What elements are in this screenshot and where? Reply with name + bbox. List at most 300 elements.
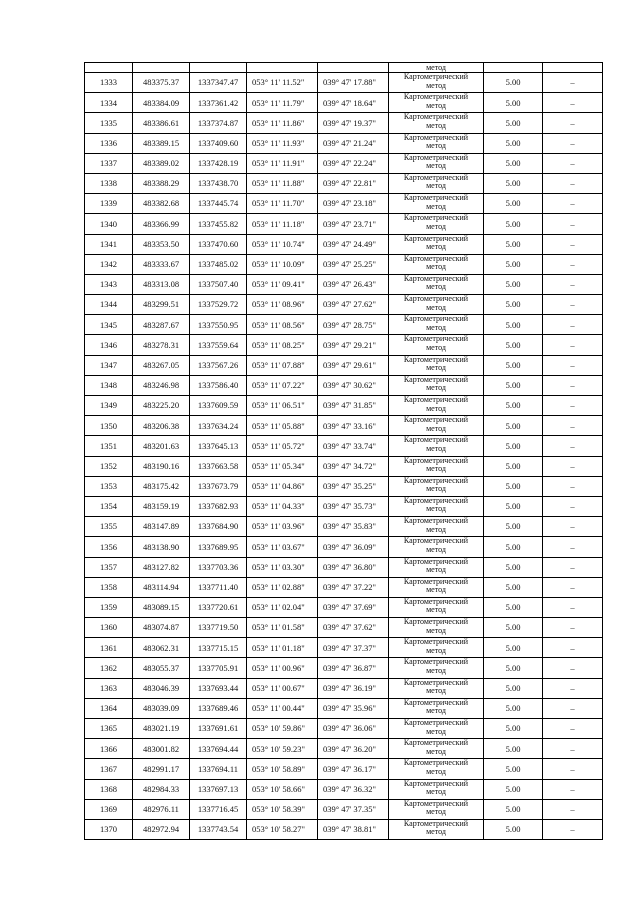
cell-number: 1367: [85, 759, 133, 779]
cell-latitude: 053° 11' 11.18": [247, 214, 318, 234]
cell-accuracy: 5.00: [484, 557, 543, 577]
cell-y: 1337438.70: [190, 173, 247, 193]
cell-x: 483225.20: [133, 396, 190, 416]
cell-longitude: 039° 47' 29.61": [318, 355, 389, 375]
table-row: [85, 153, 603, 173]
table-row: [85, 416, 603, 436]
cell-method: [389, 638, 484, 658]
cell-method: [389, 274, 484, 294]
method-line: Картометрический: [403, 274, 469, 283]
cell-x: 483147.89: [133, 517, 190, 537]
cell-method: [389, 153, 484, 173]
cell-longitude: 039° 47' 31.85": [318, 396, 389, 416]
cell-accuracy: 5.00: [484, 476, 543, 496]
cell-method: [389, 759, 484, 779]
method-line: Картометрический: [403, 133, 469, 142]
cell-y: 1337743.54: [190, 819, 247, 839]
table-row: [85, 375, 603, 395]
cell-x: 483384.09: [133, 93, 190, 113]
cell-accuracy: 5.00: [484, 234, 543, 254]
cell-number: 1369: [85, 799, 133, 819]
method-line: метод: [426, 565, 446, 574]
table-row: [85, 476, 603, 496]
cell-longitude: 039° 47' 19.37": [318, 113, 389, 133]
cell-method: [389, 476, 484, 496]
cell-method: [389, 73, 484, 93]
cell-longitude: 039° 47' 35.83": [318, 517, 389, 537]
cell-accuracy: 5.00: [484, 194, 543, 214]
table-row: [85, 618, 603, 638]
cell-latitude: 053° 10' 58.27": [247, 819, 318, 839]
cell-x: 483201.63: [133, 436, 190, 456]
cell-method: [389, 113, 484, 133]
method-line: метод: [426, 100, 446, 110]
cell-x: 483175.42: [133, 476, 190, 496]
table-row: [85, 597, 603, 617]
method-line: метод: [426, 302, 446, 312]
cell-x: 483114.94: [133, 577, 190, 597]
cell-accuracy: 5.00: [484, 496, 543, 516]
cell-x: 483299.51: [133, 295, 190, 315]
cell-note: –: [543, 537, 603, 557]
cell-note: –: [543, 719, 603, 739]
cell-method: [389, 557, 484, 577]
cell-accuracy: 5.00: [484, 819, 543, 839]
method-line: Картометрический: [403, 314, 469, 324]
table-row: [85, 678, 603, 698]
cell-x: 482984.33: [133, 779, 190, 799]
cell-number: 1335: [85, 113, 133, 133]
method-line: Картометрический: [403, 799, 469, 808]
cell-x: 483366.99: [133, 214, 190, 234]
table-row: [85, 396, 603, 416]
cell-number: 1362: [85, 658, 133, 678]
cell-latitude: 053° 11' 00.44": [247, 698, 318, 718]
cell-longitude: 039° 47' 26.43": [318, 274, 389, 294]
method-line: метод: [426, 181, 446, 191]
cell-latitude: 053° 11' 07.88": [247, 355, 318, 375]
cell-x: 482972.94: [133, 819, 190, 839]
cell-accuracy: 5.00: [484, 396, 543, 416]
table-row: [85, 254, 603, 274]
method-line: метод: [426, 464, 446, 474]
cell-longitude: 039° 47' 37.69": [318, 597, 389, 617]
cell-method: [389, 517, 484, 537]
cell-x: 483267.05: [133, 355, 190, 375]
cell-x: 483386.61: [133, 113, 190, 133]
cell-longitude: 039° 47' 18.64": [318, 93, 389, 113]
cell-method: [389, 63, 484, 73]
method-line: метод: [426, 363, 446, 373]
cell-method: [389, 214, 484, 234]
method-line: Картометрический: [403, 617, 469, 627]
cell-latitude: [247, 63, 318, 73]
cell-note: [543, 63, 603, 73]
cell-accuracy: 5.00: [484, 537, 543, 557]
table-row-continued: [85, 63, 603, 73]
table-row: [85, 295, 603, 315]
method-line: метод: [426, 726, 446, 736]
cell-y: 1337693.44: [190, 678, 247, 698]
cell-number: 1334: [85, 93, 133, 113]
cell-accuracy: 5.00: [484, 295, 543, 315]
cell-y: 1337455.82: [190, 214, 247, 234]
method-line: Картометрический: [403, 375, 469, 384]
cell-number: 1357: [85, 557, 133, 577]
cell-x: 483389.02: [133, 153, 190, 173]
cell-note: –: [543, 335, 603, 355]
cell-y: 1337347.47: [190, 73, 247, 93]
cell-longitude: 039° 47' 36.80": [318, 557, 389, 577]
cell-longitude: 039° 47' 36.87": [318, 658, 389, 678]
cell-method: [389, 739, 484, 759]
cell-y: 1337409.60: [190, 133, 247, 153]
table-row: [85, 173, 603, 193]
cell-method: [389, 93, 484, 113]
cell-latitude: 053° 10' 58.66": [247, 779, 318, 799]
cell-number: 1348: [85, 375, 133, 395]
cell-latitude: 053° 11' 11.52": [247, 73, 318, 93]
cell-number: 1349: [85, 396, 133, 416]
cell-x: 483287.67: [133, 315, 190, 335]
cell-accuracy: 5.00: [484, 254, 543, 274]
cell-x: 483062.31: [133, 638, 190, 658]
cell-number: 1355: [85, 517, 133, 537]
method-line: Картометрический: [403, 698, 469, 707]
cell-method: [389, 819, 484, 839]
cell-note: –: [543, 436, 603, 456]
method-line: Картометрический: [403, 254, 469, 263]
cell-accuracy: 5.00: [484, 153, 543, 173]
cell-x: 483375.37: [133, 73, 190, 93]
table-row: [85, 93, 603, 113]
cell-y: 1337507.40: [190, 274, 247, 294]
cell-x: 483039.09: [133, 698, 190, 718]
cell-number: 1346: [85, 335, 133, 355]
cell-note: –: [543, 517, 603, 537]
method-line: метод: [426, 827, 446, 837]
cell-accuracy: 5.00: [484, 335, 543, 355]
method-line: Картометрический: [403, 678, 469, 687]
method-line: Картометрический: [403, 112, 469, 122]
cell-latitude: 053° 11' 07.22": [247, 375, 318, 395]
cell-method: [389, 396, 484, 416]
cell-y: 1337374.87: [190, 113, 247, 133]
cell-latitude: 053° 11' 11.79": [247, 93, 318, 113]
cell-x: 483333.67: [133, 254, 190, 274]
cell-y: 1337682.93: [190, 496, 247, 516]
cell-method: [389, 234, 484, 254]
cell-longitude: 039° 47' 33.16": [318, 416, 389, 436]
cell-x: 483089.15: [133, 597, 190, 617]
cell-note: –: [543, 819, 603, 839]
table-row: [85, 436, 603, 456]
cell-note: –: [543, 254, 603, 274]
method-line: метод: [426, 443, 446, 453]
cell-number: 1347: [85, 355, 133, 375]
cell-note: –: [543, 638, 603, 658]
cell-note: –: [543, 113, 603, 133]
cell-accuracy: 5.00: [484, 658, 543, 678]
cell-method: [389, 618, 484, 638]
method-line: Картометрический: [403, 718, 469, 727]
cell-number: 1342: [85, 254, 133, 274]
method-line: метод: [426, 524, 446, 534]
method-line: Картометрический: [403, 355, 469, 364]
cell-method: [389, 335, 484, 355]
cell-note: –: [543, 315, 603, 335]
cell-number: 1353: [85, 476, 133, 496]
cell-accuracy: 5.00: [484, 759, 543, 779]
table-row: [85, 719, 603, 739]
method-line: Картометрический: [403, 92, 469, 102]
cell-accuracy: 5.00: [484, 355, 543, 375]
method-line: Картометрический: [403, 516, 469, 526]
cell-accuracy: 5.00: [484, 274, 543, 294]
table-row: [85, 557, 603, 577]
cell-x: 482976.11: [133, 799, 190, 819]
cell-longitude: 039° 47' 35.73": [318, 496, 389, 516]
cell-number: 1363: [85, 678, 133, 698]
cell-longitude: 039° 47' 34.72": [318, 456, 389, 476]
cell-latitude: 053° 11' 11.70": [247, 194, 318, 214]
cell-latitude: 053° 11' 00.67": [247, 678, 318, 698]
method-line: Картометрический: [403, 738, 469, 748]
cell-method: [389, 254, 484, 274]
cell-note: –: [543, 577, 603, 597]
cell-y: 1337703.36: [190, 557, 247, 577]
cell-longitude: 039° 47' 22.24": [318, 153, 389, 173]
cell-longitude: 039° 47' 28.75": [318, 315, 389, 335]
table-row: [85, 214, 603, 234]
method-line: Картометрический: [403, 637, 469, 647]
cell-accuracy: 5.00: [484, 113, 543, 133]
cell-y: 1337694.11: [190, 759, 247, 779]
cell-method: [389, 779, 484, 799]
cell-number: 1337: [85, 153, 133, 173]
cell-longitude: 039° 47' 36.09": [318, 537, 389, 557]
cell-x: 483246.98: [133, 375, 190, 395]
cell-accuracy: 5.00: [484, 618, 543, 638]
method-line: Картометрический: [403, 536, 469, 546]
cell-x: 483382.68: [133, 194, 190, 214]
cell-y: 1337673.79: [190, 476, 247, 496]
method-line: Картометрический: [403, 476, 469, 485]
cell-latitude: 053° 11' 08.56": [247, 315, 318, 335]
cell-y: 1337715.15: [190, 638, 247, 658]
cell-note: –: [543, 416, 603, 436]
cell-x: 483055.37: [133, 658, 190, 678]
cell-longitude: 039° 47' 37.22": [318, 577, 389, 597]
cell-y: 1337645.13: [190, 436, 247, 456]
cell-number: 1370: [85, 819, 133, 839]
cell-latitude: 053° 10' 58.89": [247, 759, 318, 779]
cell-note: –: [543, 194, 603, 214]
cell-note: –: [543, 739, 603, 759]
cell-note: –: [543, 73, 603, 93]
method-line: метод: [426, 544, 446, 554]
cell-accuracy: 5.00: [484, 375, 543, 395]
cell-note: –: [543, 496, 603, 516]
cell-y: 1337697.13: [190, 779, 247, 799]
method-line: метод: [426, 342, 446, 352]
cell-method: [389, 658, 484, 678]
cell-longitude: 039° 47' 38.81": [318, 819, 389, 839]
cell-longitude: 039° 47' 36.19": [318, 678, 389, 698]
cell-latitude: 053° 11' 09.41": [247, 274, 318, 294]
cell-latitude: 053° 11' 10.09": [247, 254, 318, 274]
cell-note: –: [543, 476, 603, 496]
cell-y: 1337719.50: [190, 618, 247, 638]
cell-x: 483190.16: [133, 456, 190, 476]
table-row: [85, 658, 603, 678]
cell-accuracy: 5.00: [484, 597, 543, 617]
cell-x: 483046.39: [133, 678, 190, 698]
method-line: метод: [426, 403, 446, 413]
cell-latitude: 053° 11' 04.86": [247, 476, 318, 496]
method-line: метод: [426, 262, 446, 272]
cell-latitude: 053° 11' 08.25": [247, 335, 318, 355]
method-line: метод: [426, 686, 446, 696]
table-row: [85, 496, 603, 516]
cell-note: –: [543, 678, 603, 698]
cell-latitude: 053° 11' 02.88": [247, 577, 318, 597]
cell-method: [389, 194, 484, 214]
cell-latitude: 053° 11' 11.93": [247, 133, 318, 153]
cell-y: 1337689.95: [190, 537, 247, 557]
cell-x: 483278.31: [133, 335, 190, 355]
cell-latitude: 053° 11' 10.74": [247, 234, 318, 254]
method-line: метод: [426, 282, 446, 292]
cell-note: –: [543, 133, 603, 153]
method-line: метод: [426, 766, 446, 776]
cell-method: [389, 355, 484, 375]
table-row: [85, 577, 603, 597]
cell-method: [389, 537, 484, 557]
cell-y: 1337485.02: [190, 254, 247, 274]
cell-latitude: 053° 11' 06.51": [247, 396, 318, 416]
cell-y: 1337705.91: [190, 658, 247, 678]
cell-accuracy: 5.00: [484, 678, 543, 698]
cell-y: 1337559.64: [190, 335, 247, 355]
table-row: [85, 739, 603, 759]
cell-x: 483313.08: [133, 274, 190, 294]
cell-x: 483001.82: [133, 739, 190, 759]
cell-method: [389, 375, 484, 395]
cell-accuracy: 5.00: [484, 73, 543, 93]
method-line: Картометрический: [403, 577, 469, 586]
cell-longitude: [318, 63, 389, 73]
cell-longitude: 039° 47' 33.74": [318, 436, 389, 456]
cell-y: 1337663.58: [190, 456, 247, 476]
table-row: [85, 517, 603, 537]
cell-number: 1352: [85, 456, 133, 476]
cell-x: 482991.17: [133, 759, 190, 779]
cell-accuracy: 5.00: [484, 517, 543, 537]
cell-method: [389, 456, 484, 476]
cell-latitude: 053° 11' 11.88": [247, 173, 318, 193]
cell-number: 1336: [85, 133, 133, 153]
cell-number: 1365: [85, 719, 133, 739]
cell-method: [389, 295, 484, 315]
cell-accuracy: 5.00: [484, 416, 543, 436]
cell-number: 1358: [85, 577, 133, 597]
cell-number: [85, 63, 133, 73]
cell-note: –: [543, 173, 603, 193]
method-line: Картометрический: [403, 456, 469, 465]
cell-y: 1337567.26: [190, 355, 247, 375]
cell-method: [389, 436, 484, 456]
cell-longitude: 039° 47' 35.25": [318, 476, 389, 496]
cell-number: 1341: [85, 234, 133, 254]
cell-y: 1337609.59: [190, 396, 247, 416]
method-line: Картометрический: [403, 758, 469, 768]
cell-longitude: 039° 47' 23.71": [318, 214, 389, 234]
cell-number: 1368: [85, 779, 133, 799]
cell-longitude: 039° 47' 30.62": [318, 375, 389, 395]
cell-latitude: 053° 10' 59.86": [247, 719, 318, 739]
table-row: [85, 274, 603, 294]
cell-method: [389, 698, 484, 718]
method-line: метод: [426, 706, 446, 716]
table-body: [85, 63, 603, 840]
cell-x: 483389.15: [133, 133, 190, 153]
cell-accuracy: 5.00: [484, 779, 543, 799]
cell-method: [389, 416, 484, 436]
table-row: [85, 799, 603, 819]
method-line: Картометрический: [403, 597, 469, 606]
cell-note: –: [543, 698, 603, 718]
cell-y: 1337470.60: [190, 234, 247, 254]
cell-y: 1337711.40: [190, 577, 247, 597]
cell-x: 483138.90: [133, 537, 190, 557]
cell-latitude: 053° 11' 01.58": [247, 618, 318, 638]
cell-longitude: 039° 47' 37.35": [318, 799, 389, 819]
cell-y: 1337529.72: [190, 295, 247, 315]
method-line: метод: [426, 746, 446, 756]
cell-longitude: 039° 47' 36.32": [318, 779, 389, 799]
method-line: метод: [426, 423, 446, 433]
cell-method: [389, 496, 484, 516]
cell-y: [190, 63, 247, 73]
cell-note: –: [543, 153, 603, 173]
cell-accuracy: [484, 63, 543, 73]
method-line: метод: [426, 201, 446, 211]
cell-longitude: 039° 47' 35.96": [318, 698, 389, 718]
cell-y: 1337716.45: [190, 799, 247, 819]
cell-note: –: [543, 658, 603, 678]
cell-y: 1337586.40: [190, 375, 247, 395]
cell-latitude: 053° 11' 00.96": [247, 658, 318, 678]
cell-accuracy: 5.00: [484, 638, 543, 658]
cell-longitude: 039° 47' 36.06": [318, 719, 389, 739]
cell-accuracy: 5.00: [484, 456, 543, 476]
cell-accuracy: 5.00: [484, 799, 543, 819]
method-line: Картометрический: [403, 496, 469, 505]
table-row: [85, 133, 603, 153]
table-row: [85, 355, 603, 375]
cell-y: 1337445.74: [190, 194, 247, 214]
method-line: метод: [426, 322, 446, 332]
cell-accuracy: 5.00: [484, 173, 543, 193]
cell-x: 483206.38: [133, 416, 190, 436]
cell-method: [389, 597, 484, 617]
table-row: [85, 315, 603, 335]
cell-y: 1337550.95: [190, 315, 247, 335]
cell-number: 1360: [85, 618, 133, 638]
cell-accuracy: 5.00: [484, 719, 543, 739]
cell-number: 1351: [85, 436, 133, 456]
